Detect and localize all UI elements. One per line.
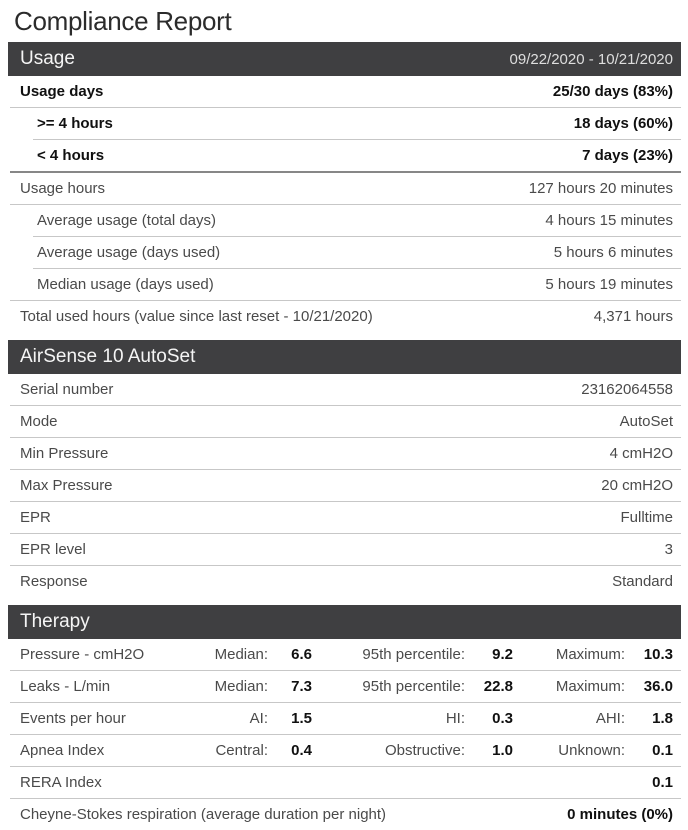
section-therapy xyxy=(8,605,681,830)
stat-value: 0.3 xyxy=(492,710,513,727)
usage-row-usage-hours xyxy=(8,173,681,204)
row-value: Standard xyxy=(612,573,673,590)
therapy-row-cheyne-stokes xyxy=(8,799,681,830)
stat-label: Obstructive: xyxy=(384,742,465,759)
row-label: >= 4 hours xyxy=(37,115,113,132)
stat-value: 10.3 xyxy=(643,646,673,663)
therapy-section-title: Therapy xyxy=(20,611,90,632)
device-row-mode xyxy=(8,406,681,437)
row-value: 7 days (23%) xyxy=(582,147,673,164)
therapy-row-rera-index xyxy=(8,767,681,798)
row-value: 3 xyxy=(664,541,673,558)
row-value: 20 cmH2O xyxy=(601,477,673,494)
row-value: 25/30 days (83%) xyxy=(552,83,673,100)
stat-value: 1.0 xyxy=(492,742,513,759)
row-label: Leaks - L/min xyxy=(20,678,111,695)
stat-label: Maximum: xyxy=(555,646,625,663)
row-label: RERA Index xyxy=(20,774,102,791)
stat-label: Unknown: xyxy=(558,742,625,759)
row-label: < 4 hours xyxy=(37,147,105,164)
usage-row-total-used-hours xyxy=(8,301,681,332)
stat-label: AHI: xyxy=(595,710,625,727)
usage-row-lt-4-hours xyxy=(8,140,681,171)
stat-label: Central: xyxy=(215,742,268,759)
stat-label: Maximum: xyxy=(555,678,625,695)
row-label: Apnea Index xyxy=(20,742,105,759)
stat-value: 0.1 xyxy=(652,742,673,759)
stat-value: 36.0 xyxy=(643,678,673,695)
usage-row-usage-days xyxy=(8,76,681,107)
device-row-serial-number xyxy=(8,374,681,405)
page-title: Compliance Report xyxy=(14,6,232,36)
row-label: Events per hour xyxy=(20,710,126,727)
stat-label: HI: xyxy=(445,710,465,727)
device-section-header xyxy=(8,340,681,374)
usage-row-ge-4-hours xyxy=(8,108,681,139)
row-value: 18 days (60%) xyxy=(573,115,673,132)
therapy-row-events-per-hour xyxy=(8,703,681,734)
usage-section-title: Usage xyxy=(20,48,75,69)
therapy-row-apnea-index xyxy=(8,735,681,766)
row-label: Average usage (total days) xyxy=(37,212,216,229)
row-label: Usage days xyxy=(20,83,104,100)
row-label: Total used hours (value since last reset - 10/21/2020) xyxy=(20,308,373,325)
usage-date-range: 09/22/2020 - 10/21/2020 xyxy=(509,50,673,68)
row-label: Response xyxy=(20,573,88,590)
row-label: Serial number xyxy=(20,381,114,398)
section-device xyxy=(8,340,681,597)
row-value: 4,371 hours xyxy=(593,308,673,325)
row-value: 0.1 xyxy=(652,774,673,791)
row-label: EPR level xyxy=(20,541,86,558)
device-row-response xyxy=(8,566,681,597)
row-value: 4 cmH2O xyxy=(609,445,673,462)
stat-label: 95th percentile: xyxy=(362,678,465,695)
device-row-epr xyxy=(8,502,681,533)
stat-label: AI: xyxy=(249,710,268,727)
stat-label: Median: xyxy=(214,678,268,695)
therapy-row-leaks xyxy=(8,671,681,702)
row-value: 23162064558 xyxy=(581,381,673,398)
stat-value: 0.4 xyxy=(291,742,312,759)
row-value: 127 hours 20 minutes xyxy=(528,180,673,197)
stat-label: Median: xyxy=(214,646,268,663)
row-label: Min Pressure xyxy=(20,445,109,462)
row-label: Cheyne-Stokes respiration (average duration per night) xyxy=(20,806,387,823)
row-value: 4 hours 15 minutes xyxy=(545,212,673,229)
row-label: Median usage (days used) xyxy=(37,276,214,293)
device-row-max-pressure xyxy=(8,470,681,501)
row-label: Mode xyxy=(20,413,58,430)
therapy-section-header xyxy=(8,605,681,639)
section-usage xyxy=(8,42,681,332)
row-value: 5 hours 19 minutes xyxy=(545,276,673,293)
stat-value: 7.3 xyxy=(291,678,312,695)
row-value: AutoSet xyxy=(619,413,673,430)
stat-value: 22.8 xyxy=(483,678,513,695)
stat-value: 1.5 xyxy=(291,710,312,727)
row-label: Average usage (days used) xyxy=(37,244,221,261)
usage-section-header xyxy=(8,42,681,76)
row-value: Fulltime xyxy=(620,509,673,526)
row-label: Usage hours xyxy=(20,180,106,197)
row-label: Pressure - cmH2O xyxy=(20,646,145,663)
stat-value: 9.2 xyxy=(492,646,513,663)
stat-value: 1.8 xyxy=(652,710,673,727)
usage-row-average-total-days xyxy=(8,205,681,236)
therapy-row-pressure xyxy=(8,639,681,670)
device-row-epr-level xyxy=(8,534,681,565)
row-value: 5 hours 6 minutes xyxy=(553,244,673,261)
row-value: 0 minutes (0%) xyxy=(567,806,673,823)
usage-row-average-days-used xyxy=(8,237,681,268)
device-row-min-pressure xyxy=(8,438,681,469)
stat-value: 6.6 xyxy=(291,646,312,663)
row-label: EPR xyxy=(20,509,51,526)
usage-row-median-days-used xyxy=(8,269,681,300)
stat-label: 95th percentile: xyxy=(362,646,465,663)
row-label: Max Pressure xyxy=(20,477,113,494)
device-section-title: AirSense 10 AutoSet xyxy=(20,346,196,367)
